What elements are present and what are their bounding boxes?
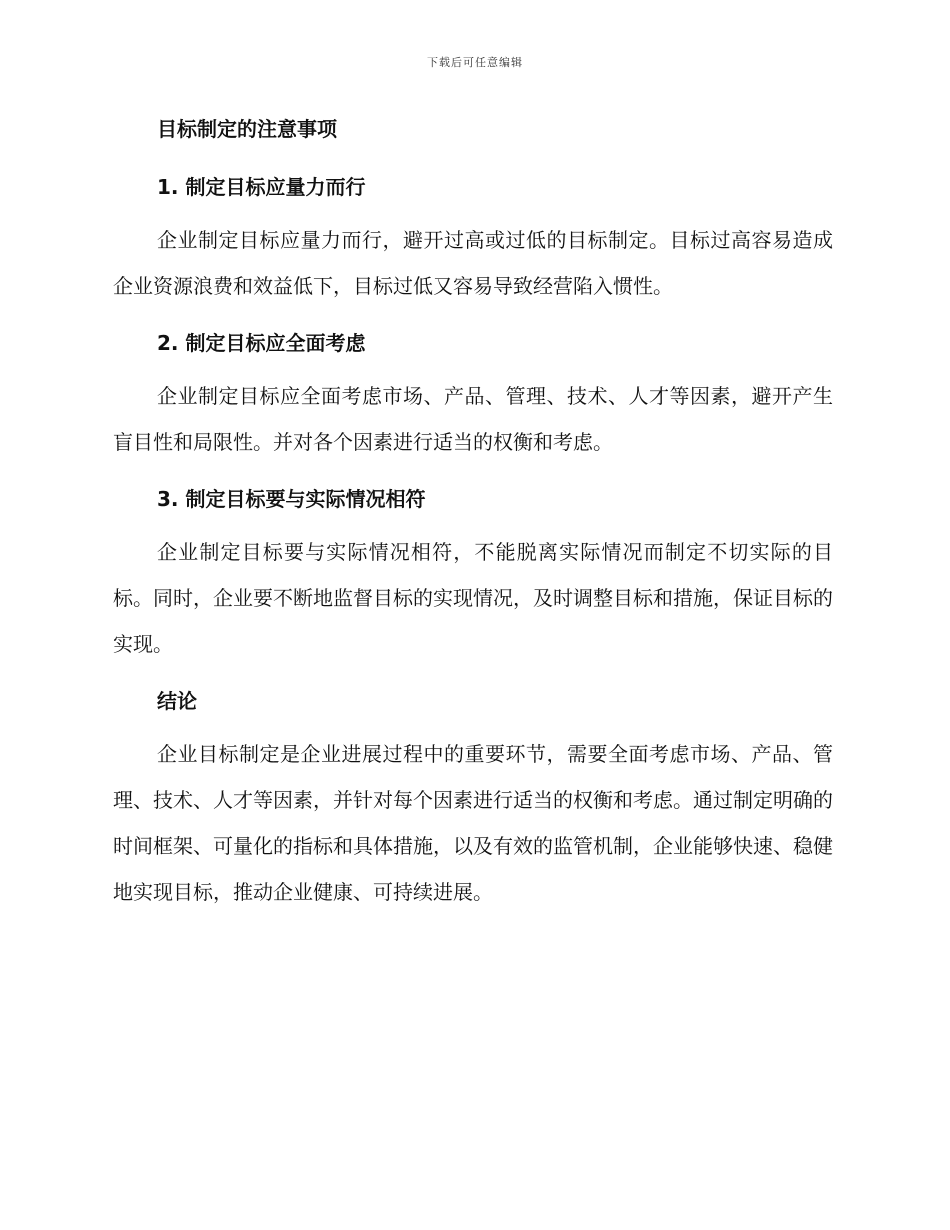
section-title: 目标制定的注意事项 — [157, 117, 337, 141]
page-header: 下载后可任意编辑 — [427, 56, 523, 69]
section-paragraph-2: 企业制定目标应全面考虑市场、产品、管理、技术、人才等因素，避开产生盲目性和局限性。并对各个因素进行适当的权衡和考虑。 — [113, 384, 833, 454]
conclusion-heading: 结论 — [157, 689, 197, 713]
conclusion-paragraph: 企业目标制定是企业进展过程中的重要环节，需要全面考虑市场、产品、管理、技术、人才等因素，并针对每个因素进行适当的权衡和考虑。通过制定明确的时间框架、可量化的指标和具体措施，以及有效的监管机制，企业能够快速、稳健地实现目标，推动企业健康、可持续进展。 — [113, 742, 833, 904]
section-heading-1: 1. 制定目标应量力而行 — [157, 175, 366, 199]
document-body — [113, 113, 833, 915]
section-heading-2: 2. 制定目标应全面考虑 — [157, 331, 366, 355]
section-heading-3: 3. 制定目标要与实际情况相符 — [157, 487, 426, 511]
section-paragraph-3: 企业制定目标要与实际情况相符，不能脱离实际情况而制定不切实际的目标。同时，企业要不断地监督目标的实现情况，及时调整目标和措施，保证目标的实现。 — [113, 540, 833, 656]
section-paragraph-1: 企业制定目标应量力而行，避开过高或过低的目标制定。目标过高容易造成企业资源浪费和效益低下，目标过低又容易导致经营陷入惯性。 — [113, 228, 833, 298]
